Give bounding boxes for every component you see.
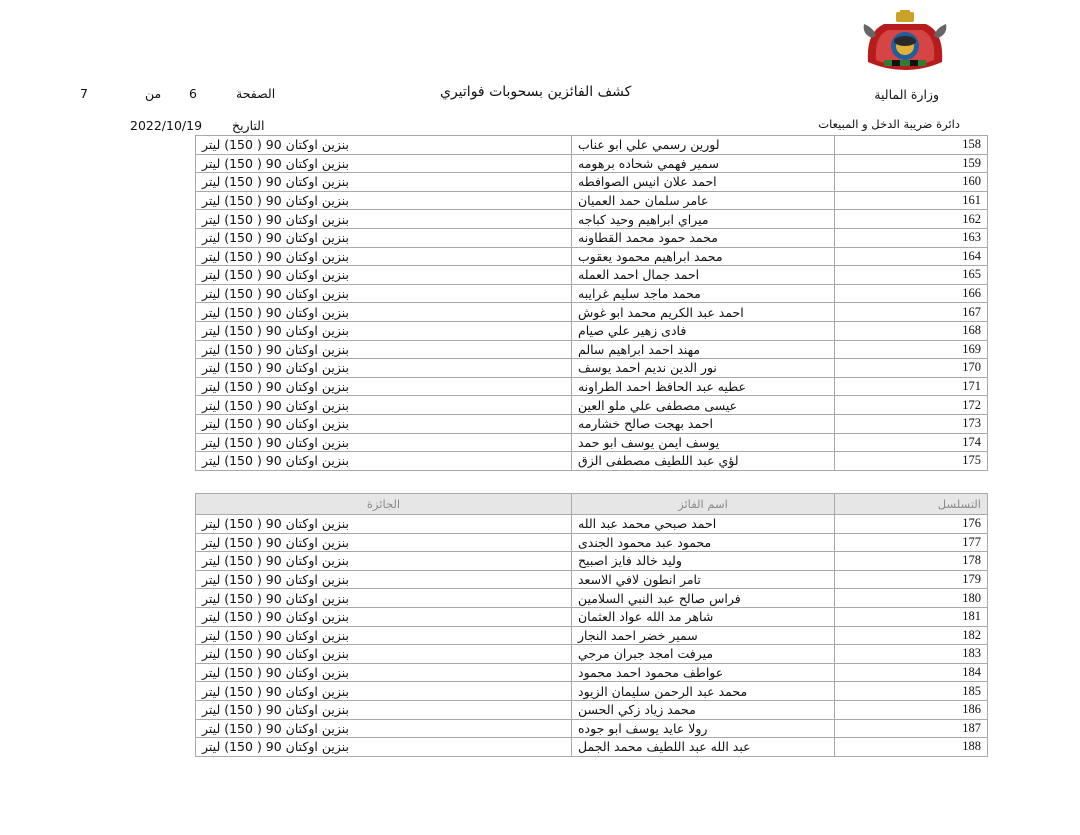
winner-name-cell: محمد عبد الرحمن سليمان الزيود — [572, 682, 835, 701]
winners-table-1 — [195, 135, 988, 471]
serial-cell: 162 — [835, 210, 988, 229]
table-row — [196, 247, 988, 266]
page-label: الصفحة — [236, 86, 276, 101]
winner-name-cell: عامر سلمان حمد العميان — [572, 191, 835, 210]
table-row — [196, 173, 988, 192]
serial-cell: 160 — [835, 173, 988, 192]
table-row — [196, 414, 988, 433]
winner-name-cell: مهند احمد ابراهيم سالم — [572, 340, 835, 359]
prize-cell: بنزين اوكتان 90 ( 150) ليتر — [196, 433, 572, 452]
table-row — [196, 645, 988, 664]
table-row — [196, 154, 988, 173]
table-row — [196, 396, 988, 415]
total-pages: 7 — [80, 86, 88, 101]
table-row — [196, 663, 988, 682]
prize-cell: بنزين اوكتان 90 ( 150) ليتر — [196, 396, 572, 415]
prize-cell: بنزين اوكتان 90 ( 150) ليتر — [196, 359, 572, 378]
serial-cell: 177 — [835, 533, 988, 552]
table-row — [196, 682, 988, 701]
table-row — [196, 433, 988, 452]
winners-table-2 — [195, 493, 988, 757]
winner-name-cell: محمد زياد زكي الحسن — [572, 700, 835, 719]
report-date: 2022/10/19 — [130, 118, 203, 133]
table-row — [196, 340, 988, 359]
serial-cell: 164 — [835, 247, 988, 266]
table-row — [196, 719, 988, 738]
column-header-prize: الجائزة — [196, 494, 572, 515]
prize-cell: بنزين اوكتان 90 ( 150) ليتر — [196, 136, 572, 155]
winner-name-cell: احمد عبد الكريم محمد ابو غوش — [572, 303, 835, 322]
winner-name-cell: احمد صبحي محمد عبد الله — [572, 515, 835, 534]
winner-name-cell: احمد جمال احمد العمله — [572, 266, 835, 285]
table-header-row — [196, 494, 988, 515]
winner-name-cell: عيسى مصطفى علي ملو العين — [572, 396, 835, 415]
prize-cell: بنزين اوكتان 90 ( 150) ليتر — [196, 626, 572, 645]
serial-cell: 159 — [835, 154, 988, 173]
winner-name-cell: لؤي عبد اللطيف مصطفى الزق — [572, 452, 835, 471]
serial-cell: 185 — [835, 682, 988, 701]
of-label: من — [145, 86, 162, 101]
prize-cell: بنزين اوكتان 90 ( 150) ليتر — [196, 247, 572, 266]
winner-name-cell: نور الدين نديم احمد يوسف — [572, 359, 835, 378]
serial-cell: 167 — [835, 303, 988, 322]
prize-cell: بنزين اوكتان 90 ( 150) ليتر — [196, 738, 572, 757]
table-row — [196, 552, 988, 571]
winner-name-cell: محمد حمود محمد القطاونه — [572, 228, 835, 247]
winner-name-cell: فراس صالح عبد النبي السلامين — [572, 589, 835, 608]
table-row — [196, 589, 988, 608]
serial-cell: 173 — [835, 414, 988, 433]
table-row — [196, 626, 988, 645]
serial-cell: 168 — [835, 321, 988, 340]
prize-cell: بنزين اوكتان 90 ( 150) ليتر — [196, 414, 572, 433]
serial-cell: 176 — [835, 515, 988, 534]
winner-name-cell: محمد ابراهيم محمود يعقوب — [572, 247, 835, 266]
column-header-winner-name: اسم الفائز — [572, 494, 835, 515]
prize-cell: بنزين اوكتان 90 ( 150) ليتر — [196, 228, 572, 247]
winner-name-cell: احمد بهجت صالح خشارمه — [572, 414, 835, 433]
prize-cell: بنزين اوكتان 90 ( 150) ليتر — [196, 533, 572, 552]
page-title: كشف الفائزين بسحوبات فواتيري — [440, 84, 632, 100]
winner-name-cell: محمد ماجد سليم غرايبه — [572, 284, 835, 303]
winner-name-cell: عبد الله عبد اللطيف محمد الجمل — [572, 738, 835, 757]
prize-cell: بنزين اوكتان 90 ( 150) ليتر — [196, 645, 572, 664]
table-row — [196, 359, 988, 378]
prize-cell: بنزين اوكتان 90 ( 150) ليتر — [196, 682, 572, 701]
prize-cell: بنزين اوكتان 90 ( 150) ليتر — [196, 284, 572, 303]
winner-name-cell: رولا عايد يوسف ابو جوده — [572, 719, 835, 738]
serial-cell: 186 — [835, 700, 988, 719]
date-label: التاريخ — [232, 118, 265, 133]
prize-cell: بنزين اوكتان 90 ( 150) ليتر — [196, 663, 572, 682]
table-row — [196, 191, 988, 210]
prize-cell: بنزين اوكتان 90 ( 150) ليتر — [196, 340, 572, 359]
prize-cell: بنزين اوكتان 90 ( 150) ليتر — [196, 452, 572, 471]
table-row — [196, 228, 988, 247]
department-name: دائرة ضريبة الدخل و المبيعات — [818, 117, 960, 131]
table-row — [196, 452, 988, 471]
table-row — [196, 515, 988, 534]
prize-cell: بنزين اوكتان 90 ( 150) ليتر — [196, 377, 572, 396]
serial-cell: 163 — [835, 228, 988, 247]
prize-cell: بنزين اوكتان 90 ( 150) ليتر — [196, 173, 572, 192]
winner-name-cell: عواطف محمود احمد محمود — [572, 663, 835, 682]
prize-cell: بنزين اوكتان 90 ( 150) ليتر — [196, 191, 572, 210]
table-row — [196, 533, 988, 552]
winner-name-cell: ميرفت امجد جبران مرجي — [572, 645, 835, 664]
serial-cell: 161 — [835, 191, 988, 210]
serial-cell: 165 — [835, 266, 988, 285]
table-row — [196, 377, 988, 396]
table-row — [196, 700, 988, 719]
page-number: 6 — [189, 86, 197, 101]
prize-cell: بنزين اوكتان 90 ( 150) ليتر — [196, 607, 572, 626]
serial-cell: 158 — [835, 136, 988, 155]
serial-cell: 188 — [835, 738, 988, 757]
serial-cell: 181 — [835, 607, 988, 626]
serial-cell: 178 — [835, 552, 988, 571]
table-row — [196, 570, 988, 589]
prize-cell: بنزين اوكتان 90 ( 150) ليتر — [196, 266, 572, 285]
serial-cell: 174 — [835, 433, 988, 452]
prize-cell: بنزين اوكتان 90 ( 150) ليتر — [196, 210, 572, 229]
prize-cell: بنزين اوكتان 90 ( 150) ليتر — [196, 589, 572, 608]
winner-name-cell: سمير فهمي شحاده برهومه — [572, 154, 835, 173]
table-row — [196, 738, 988, 757]
winner-name-cell: محمود عبد محمود الجندى — [572, 533, 835, 552]
winner-name-cell: عطيه عبد الحافظ احمد الطراونه — [572, 377, 835, 396]
serial-cell: 180 — [835, 589, 988, 608]
winner-name-cell: شاهر مد الله عواد العثمان — [572, 607, 835, 626]
winner-name-cell: لورين رسمي علي ابو عناب — [572, 136, 835, 155]
winner-name-cell: يوسف ايمن يوسف ابو حمد — [572, 433, 835, 452]
serial-cell: 183 — [835, 645, 988, 664]
serial-cell: 172 — [835, 396, 988, 415]
prize-cell: بنزين اوكتان 90 ( 150) ليتر — [196, 719, 572, 738]
table-row — [196, 136, 988, 155]
serial-cell: 182 — [835, 626, 988, 645]
prize-cell: بنزين اوكتان 90 ( 150) ليتر — [196, 552, 572, 571]
winner-name-cell: سمير خضر احمد النجار — [572, 626, 835, 645]
serial-cell: 169 — [835, 340, 988, 359]
serial-cell: 184 — [835, 663, 988, 682]
serial-cell: 175 — [835, 452, 988, 471]
winner-name-cell: تامر انطون لافي الاسعد — [572, 570, 835, 589]
serial-cell: 171 — [835, 377, 988, 396]
prize-cell: بنزين اوكتان 90 ( 150) ليتر — [196, 303, 572, 322]
table-row — [196, 284, 988, 303]
table-row — [196, 266, 988, 285]
column-header-serial: التسلسل — [835, 494, 988, 515]
winner-name-cell: وليد خالد فايز اصبيح — [572, 552, 835, 571]
prize-cell: بنزين اوكتان 90 ( 150) ليتر — [196, 321, 572, 340]
winner-name-cell: ميراي ابراهيم وحيد كباجه — [572, 210, 835, 229]
coat-of-arms-icon — [862, 10, 948, 72]
prize-cell: بنزين اوكتان 90 ( 150) ليتر — [196, 154, 572, 173]
winner-name-cell: فادى زهير علي صيام — [572, 321, 835, 340]
serial-cell: 187 — [835, 719, 988, 738]
serial-cell: 179 — [835, 570, 988, 589]
table-row — [196, 607, 988, 626]
table-row — [196, 303, 988, 322]
prize-cell: بنزين اوكتان 90 ( 150) ليتر — [196, 570, 572, 589]
table-row — [196, 210, 988, 229]
prize-cell: بنزين اوكتان 90 ( 150) ليتر — [196, 515, 572, 534]
serial-cell: 166 — [835, 284, 988, 303]
serial-cell: 170 — [835, 359, 988, 378]
table-row — [196, 321, 988, 340]
prize-cell: بنزين اوكتان 90 ( 150) ليتر — [196, 700, 572, 719]
winner-name-cell: احمد علان انيس الصوافطه — [572, 173, 835, 192]
ministry-name: وزارة المالية — [874, 87, 939, 102]
